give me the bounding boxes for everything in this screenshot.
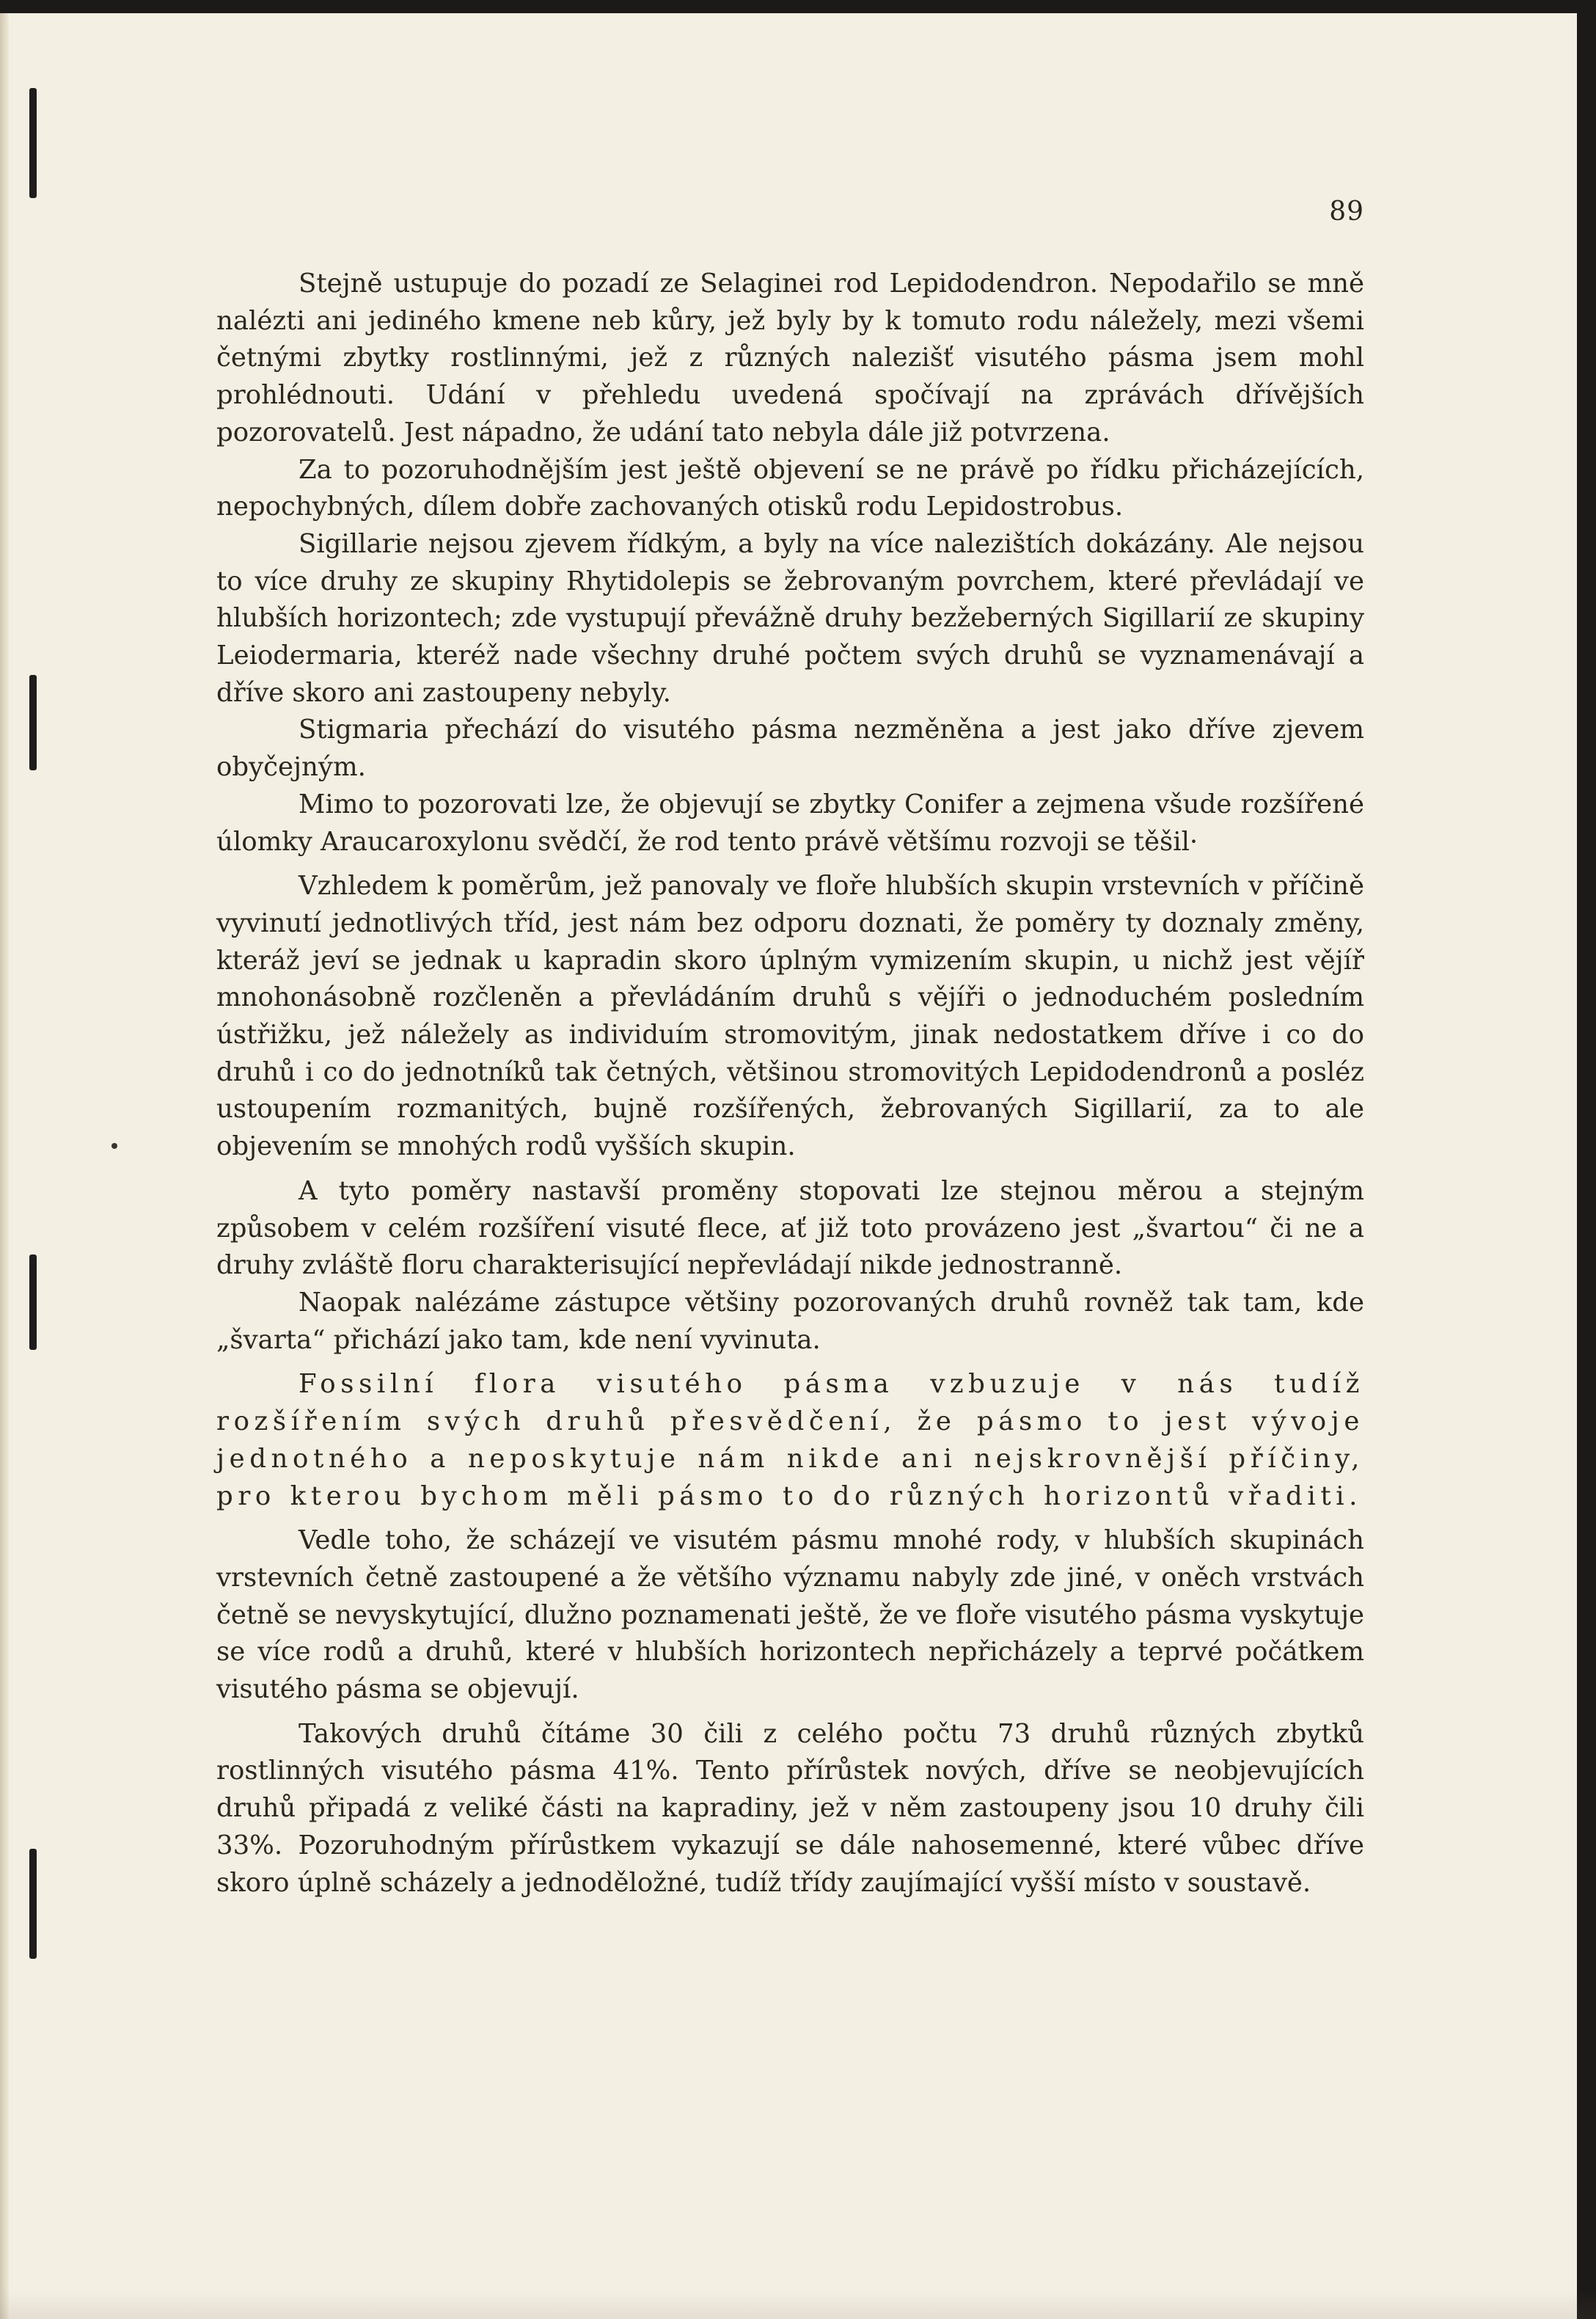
binding-mark <box>29 1255 37 1350</box>
paragraph: Stejně ustupuje do pozadí ze Selaginei rod Lepidodendron. Nepodařilo se mně nalézti ani jediného kmene neb kůry, jež byly by k tomuto rodu náležely, mezi všemi četnými zbytky rostlinnými, jež z různých nalezišť visutého pásma jsem mohl prohlédnouti. Udání v přehledu uvedená spočívají na zprávách dřívějších pozorovatelů. Jest nápadno, že udání tato nebyla dále již potvrzena. <box>216 269 1364 448</box>
binding-mark <box>29 675 37 770</box>
paragraph: Sigillarie nejsou zjevem řídkým, a byly na více nalezištích dokázány. Ale nejsou to více druhy ze skupiny Rhytidolepis se žebrovaným povrchem, které převládají ve hlubších horizontech; zde vystupují převážně druhy bezžeberných Sigillarií ze skupiny Leiodermaria, kteréž nade všechny druhé počtem svých druhů se vyznamenávají a dříve skoro ani zastoupeny nebyly. <box>216 528 1364 708</box>
binding-mark <box>29 1849 37 1959</box>
margin-speck <box>111 1143 117 1149</box>
paragraph: Za to pozoruhodnějším jest ještě objevení se ne právě po řídku přicházejících, nepochybných, dílem dobře zachovaných otisků rodu Lepidostrobus. <box>216 454 1364 522</box>
scan-right-edge <box>1577 0 1596 2319</box>
emphasized-paragraph: Fossilní flora visutého pásma vzbuzuje v nás tudíž rozšířením svých druhů přesvědčení, že pásmo to jest vývoje jednotného a neposkytuje nám nikde ani nejskrovnější příčiny, pro kterou bychom měli pásmo to do různých horizontů vřaditi. <box>216 1369 1364 1511</box>
page-bottom-shade <box>0 2290 1596 2319</box>
paragraph: Mimo to pozorovati lze, že objevují se zbytky Conifer a zejmena všude rozšířené úlomky Araucaroxylonu svědčí, že rod tento právě většímu rozvoji se těšil· <box>216 789 1364 857</box>
paragraph: Vzhledem k poměrům, jež panovaly ve floře hlubších skupin vrstevních v příčině vyvinutí jednotlivých tříd, jest nám bez odporu doznati, že poměry ty doznaly změny, kteráž jeví se jednak u kapradin skoro úplným vymizením skupin, u nichž jest vějíř mnohonásobně rozčleněn a převládáním druhů s vějíři o jednoduchém posledním ústřižku, jež náležely as individuím stromovitým, jinak nedostatkem dříve i co do druhů i co do jednotníků tak četných, většinou stromovitých Lepidodendronů a posléz ustoupením rozmanitých, bujně rozšířených, žebrovaných Sigillarií, za to ale objevením se mnohých rodů vyšších skupin. <box>216 871 1364 1162</box>
paragraph: A tyto poměry nastavší proměny stopovati lze stejnou měrou a stejným způsobem v celém rozšíření visuté flece, ať již toto provázeno jest „švartou“ či ne a druhy zvláště floru charakterisující nepřevládají nikde jednostranně. <box>216 1175 1364 1281</box>
binding-mark <box>29 88 37 198</box>
paragraph: Stigmaria přechází do visutého pásma nezměněna a jest jako dříve zjevem obyčejným. <box>216 715 1364 783</box>
page-number: 89 <box>1329 197 1364 227</box>
paragraph: Takových druhů čítáme 30 čili z celého počtu 73 druhů různých zbytků rostlinných visutého pásma 41%. Tento přírůstek nových, dříve se neobjevujících druhů připadá z veliké části na kapradiny, jež v něm zastoupeny jsou 10 druhy čili 33%. Pozoruhodným přírůstkem vykazují se dále nahosemenné, které vůbec dříve skoro úplně scházely a jednoděložné, tudíž třídy zaujímající vyšší místo v soustavě. <box>216 1718 1364 1898</box>
paragraph: Vedle toho, že scházejí ve visutém pásmu mnohé rody, v hlubších skupinách vrstevních četně zastoupené a že většího významu nabyly zde jiné, v oněch vrstvách četně se nevyskytující, dlužno poznamenati ještě, že ve floře visutého pásma vyskytuje se více rodů a druhů, které v hlubších horizontech nepřicházely a teprvé počátkem visutého pásma se objevují. <box>216 1525 1364 1705</box>
body-text <box>216 266 1364 1902</box>
paragraph: Naopak nalézáme zástupce většiny pozorovaných druhů rovněž tak tam, kde „švarta“ přichází jako tam, kde není vyvinuta. <box>216 1287 1364 1355</box>
scan-top-edge <box>0 0 1596 13</box>
page-gutter <box>0 0 9 2319</box>
